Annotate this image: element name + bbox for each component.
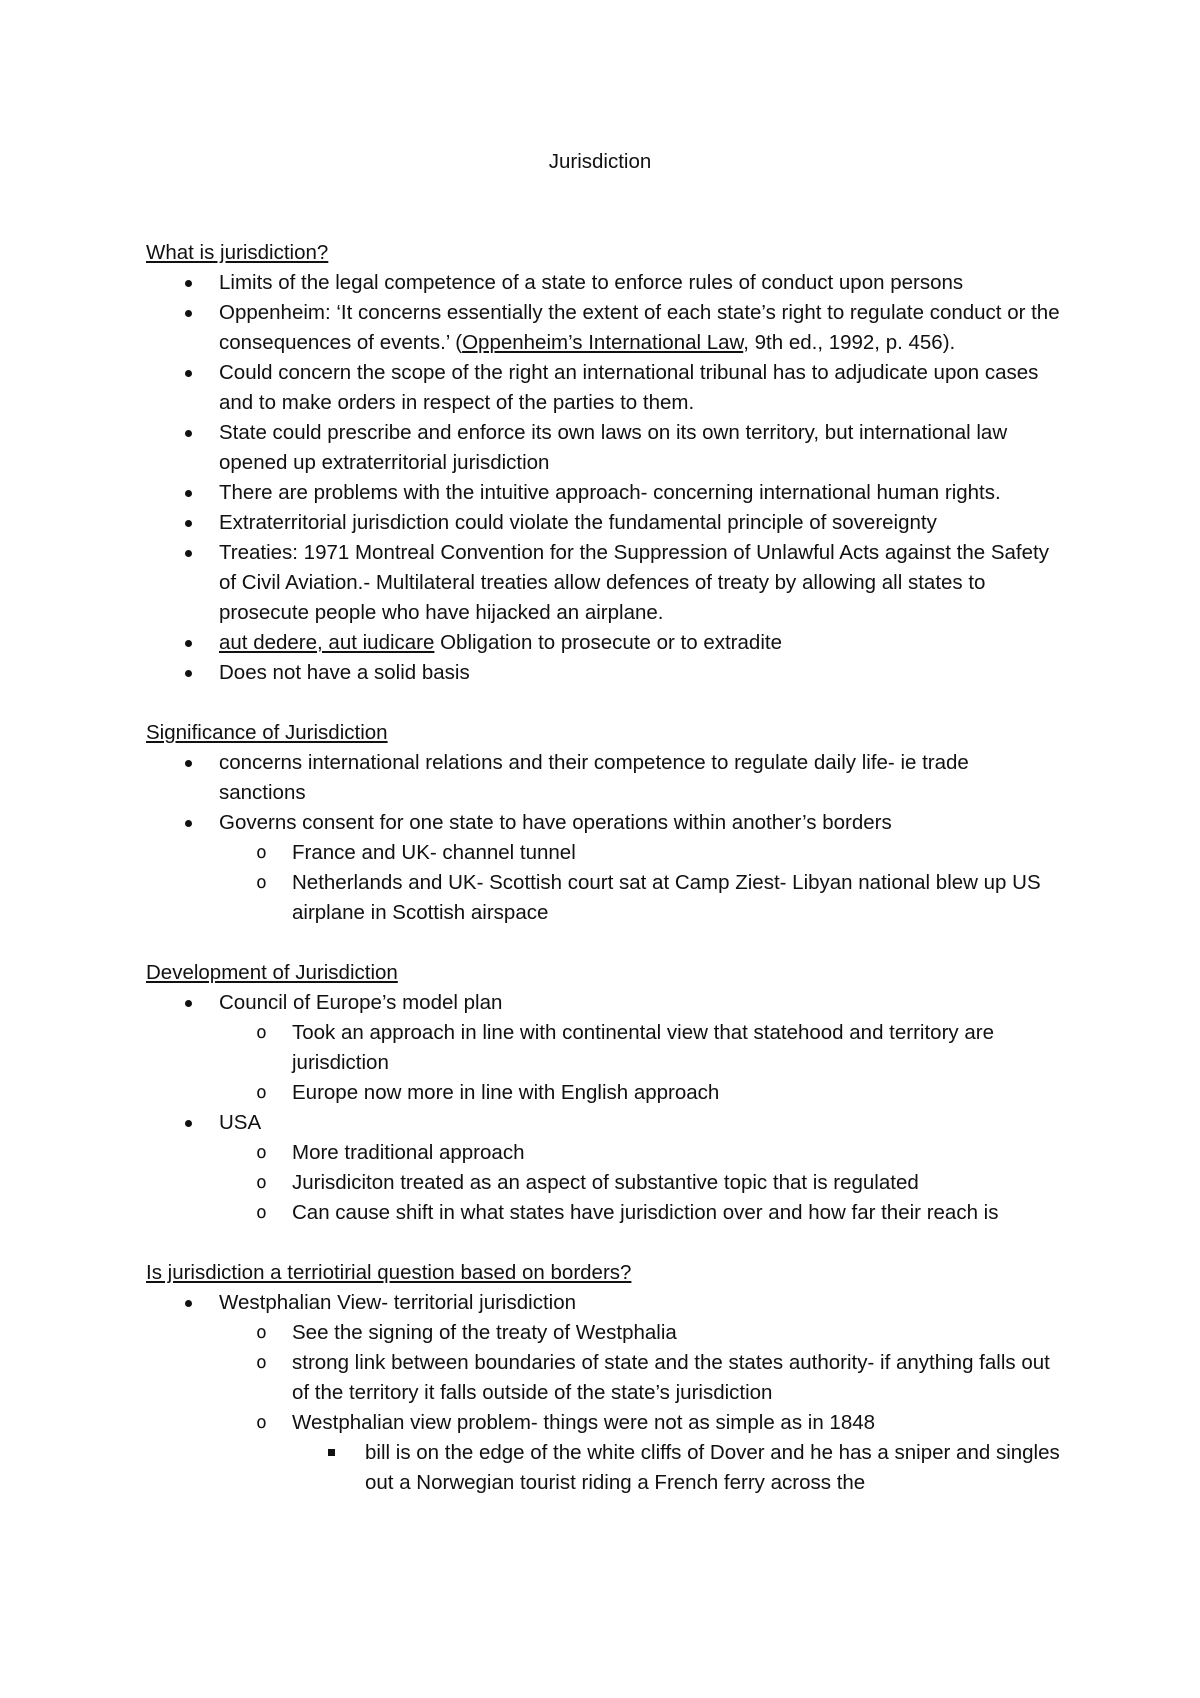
bullet-list bbox=[146, 268, 1060, 688]
section-significance bbox=[146, 718, 1060, 928]
sub-list-item: o strong link between boundaries of state and the states authority- if anything falls out of the territory it falls outside of the state’s jurisdiction bbox=[219, 1348, 1060, 1408]
section-development bbox=[146, 958, 1060, 1228]
sub-list-item: o France and UK- channel tunnel bbox=[219, 838, 1060, 868]
list-item bbox=[146, 1108, 1060, 1228]
sub-list-item: o Took an approach in line with continental view that statehood and territory are jurisdiction bbox=[219, 1018, 1060, 1078]
bullet-list bbox=[146, 988, 1060, 1228]
list-item bbox=[146, 628, 1060, 658]
sub-list-item: o Europe now more in line with English approach bbox=[219, 1078, 1060, 1108]
list-item bbox=[146, 1288, 1060, 1498]
list-item bbox=[146, 298, 1060, 358]
list-item-text: Governs consent for one state to have operations within another’s borders bbox=[219, 811, 892, 834]
list-item-text: Westphalian view problem- things were not as simple as in 1848 bbox=[292, 1411, 876, 1434]
section-heading: Is jurisdiction a terriotirial question based on borders? bbox=[146, 1261, 632, 1284]
list-item: Extraterritorial jurisdiction could violate the fundamental principle of sovereignty bbox=[146, 508, 1060, 538]
latin-term: aut dedere, aut iudicare bbox=[219, 631, 435, 654]
sub-list-item: o Netherlands and UK- Scottish court sat at Camp Ziest- Libyan national blew up US airplane in Scottish airspace bbox=[219, 868, 1060, 928]
section-heading: What is jurisdiction? bbox=[146, 241, 329, 264]
document-title: Jurisdiction bbox=[548, 150, 652, 173]
sub-list-item: o More traditional approach bbox=[219, 1138, 1060, 1168]
list-item: There are problems with the intuitive approach- concerning international human rights. bbox=[146, 478, 1060, 508]
sub-sub-list-item: bill is on the edge of the white cliffs of Dover and he has a sniper and singles out a Norwegian tourist riding a French ferry across the bbox=[292, 1438, 1060, 1498]
section-heading: Development of Jurisdiction bbox=[146, 961, 398, 984]
sub-list-item: o Can cause shift in what states have jurisdiction over and how far their reach is bbox=[219, 1198, 1060, 1228]
list-item-text: Council of Europe’s model plan bbox=[219, 991, 503, 1014]
list-item-text: Obligation to prosecute or to extradite bbox=[434, 631, 782, 654]
list-item: concerns international relations and their competence to regulate daily life- ie trade sanctions bbox=[146, 748, 1060, 808]
sub-list bbox=[219, 1318, 1060, 1498]
section-what-is-jurisdiction bbox=[146, 238, 1060, 688]
list-item: Limits of the legal competence of a state to enforce rules of conduct upon persons bbox=[146, 268, 1060, 298]
section-heading: Significance of Jurisdiction bbox=[146, 721, 388, 744]
sub-list-item: o See the signing of the treaty of Westphalia bbox=[219, 1318, 1060, 1348]
section-territorial-question bbox=[146, 1258, 1060, 1498]
list-item-text: , 9th ed., 1992, p. 456). bbox=[743, 331, 956, 354]
sub-list bbox=[219, 838, 1060, 928]
citation-title: Oppenheim’s International Law bbox=[462, 331, 744, 354]
list-item: Could concern the scope of the right an international tribunal has to adjudicate upon cases and to make orders in respect of the parties to them. bbox=[146, 358, 1060, 418]
list-item: Treaties: 1971 Montreal Convention for the Suppression of Unlawful Acts against the Safety of Civil Aviation.- Multilateral treaties allow defences of treaty by allowing all states to prosecute people who have hijacked an airplane. bbox=[146, 538, 1060, 628]
list-item-text: Westphalian View- territorial jurisdiction bbox=[219, 1291, 576, 1314]
document-body bbox=[146, 238, 1060, 1528]
list-item-text: Oppenheim: ‘It concerns essentially the extent of each state’s right to regulate conduct or the consequences of events.’ ( bbox=[219, 301, 1060, 354]
bullet-list bbox=[146, 1288, 1060, 1498]
sub-list bbox=[219, 1018, 1060, 1108]
list-item: State could prescribe and enforce its own laws on its own territory, but international law opened up extraterritorial jurisdiction bbox=[146, 418, 1060, 478]
sub-list-item bbox=[219, 1408, 1060, 1498]
list-item: Does not have a solid basis bbox=[146, 658, 1060, 688]
list-item bbox=[146, 808, 1060, 928]
sub-list bbox=[219, 1138, 1060, 1228]
sub-list-item: o Jurisdiciton treated as an aspect of substantive topic that is regulated bbox=[219, 1168, 1060, 1198]
sub-sub-list bbox=[292, 1438, 1060, 1498]
list-item-text: USA bbox=[219, 1111, 262, 1134]
bullet-list bbox=[146, 748, 1060, 928]
list-item bbox=[146, 988, 1060, 1108]
